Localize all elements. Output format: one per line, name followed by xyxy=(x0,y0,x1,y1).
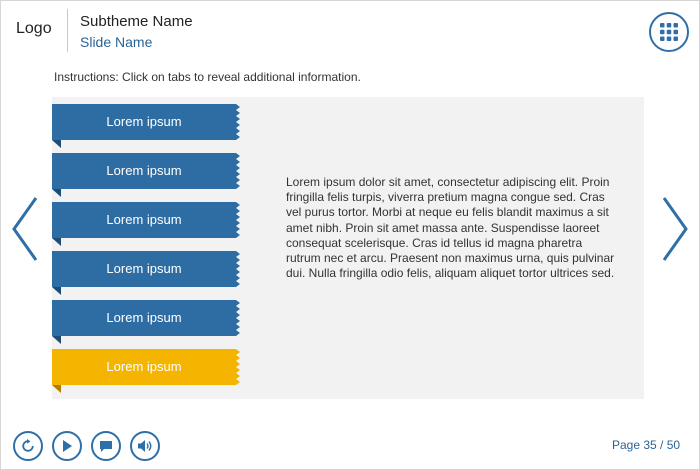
play-icon xyxy=(61,440,73,452)
tab-4[interactable] xyxy=(52,251,240,287)
content-text: Lorem ipsum dolor sit amet, consectetur adipiscing elit. Proin fringilla felis turpis, viverra pretium magna congue sed. Cras vel purus tortor. Morbi at neque eu felis blandit maximus a sit amet nibh. Proin sit amet massa ante. Suspendisse laoreet consequat scelerisque. Cras id tellus id magna pharetra rutrum nec et arcu. Praesent non maximus urna, quis pulvinar dui. Nulla fringilla odio felis, aliquam aliquet tortor ultrices sed. xyxy=(286,175,615,281)
next-arrow-icon[interactable] xyxy=(660,196,690,262)
tab-6[interactable] xyxy=(52,349,240,385)
header-divider xyxy=(67,9,68,52)
replay-button[interactable] xyxy=(13,431,43,461)
subtheme-name: Subtheme Name xyxy=(80,13,193,30)
captions-icon xyxy=(99,440,113,453)
tab-label: Lorem ipsum xyxy=(106,310,182,325)
audio-icon xyxy=(137,439,153,453)
slide-name: Slide Name xyxy=(80,34,153,50)
instructions: Instructions: Click on tabs to reveal additional information. xyxy=(54,70,361,84)
tab-5[interactable] xyxy=(52,300,240,336)
logo: Logo xyxy=(16,20,52,37)
tab-2[interactable] xyxy=(52,153,240,189)
tab-label: Lorem ipsum xyxy=(106,261,182,276)
tab-3[interactable] xyxy=(52,202,240,238)
captions-button[interactable] xyxy=(91,431,121,461)
tab-label: Lorem ipsum xyxy=(106,114,182,129)
tab-label: Lorem ipsum xyxy=(106,359,182,374)
play-button[interactable] xyxy=(52,431,82,461)
replay-icon xyxy=(21,439,35,453)
tab-1[interactable] xyxy=(52,104,240,140)
menu-button[interactable] xyxy=(649,12,689,52)
tab-label: Lorem ipsum xyxy=(106,163,182,178)
page-number: Page 35 / 50 xyxy=(612,438,681,452)
previous-arrow-icon[interactable] xyxy=(10,196,40,262)
tab-label: Lorem ipsum xyxy=(106,212,182,227)
grid-menu-icon xyxy=(660,23,678,41)
audio-button[interactable] xyxy=(130,431,160,461)
